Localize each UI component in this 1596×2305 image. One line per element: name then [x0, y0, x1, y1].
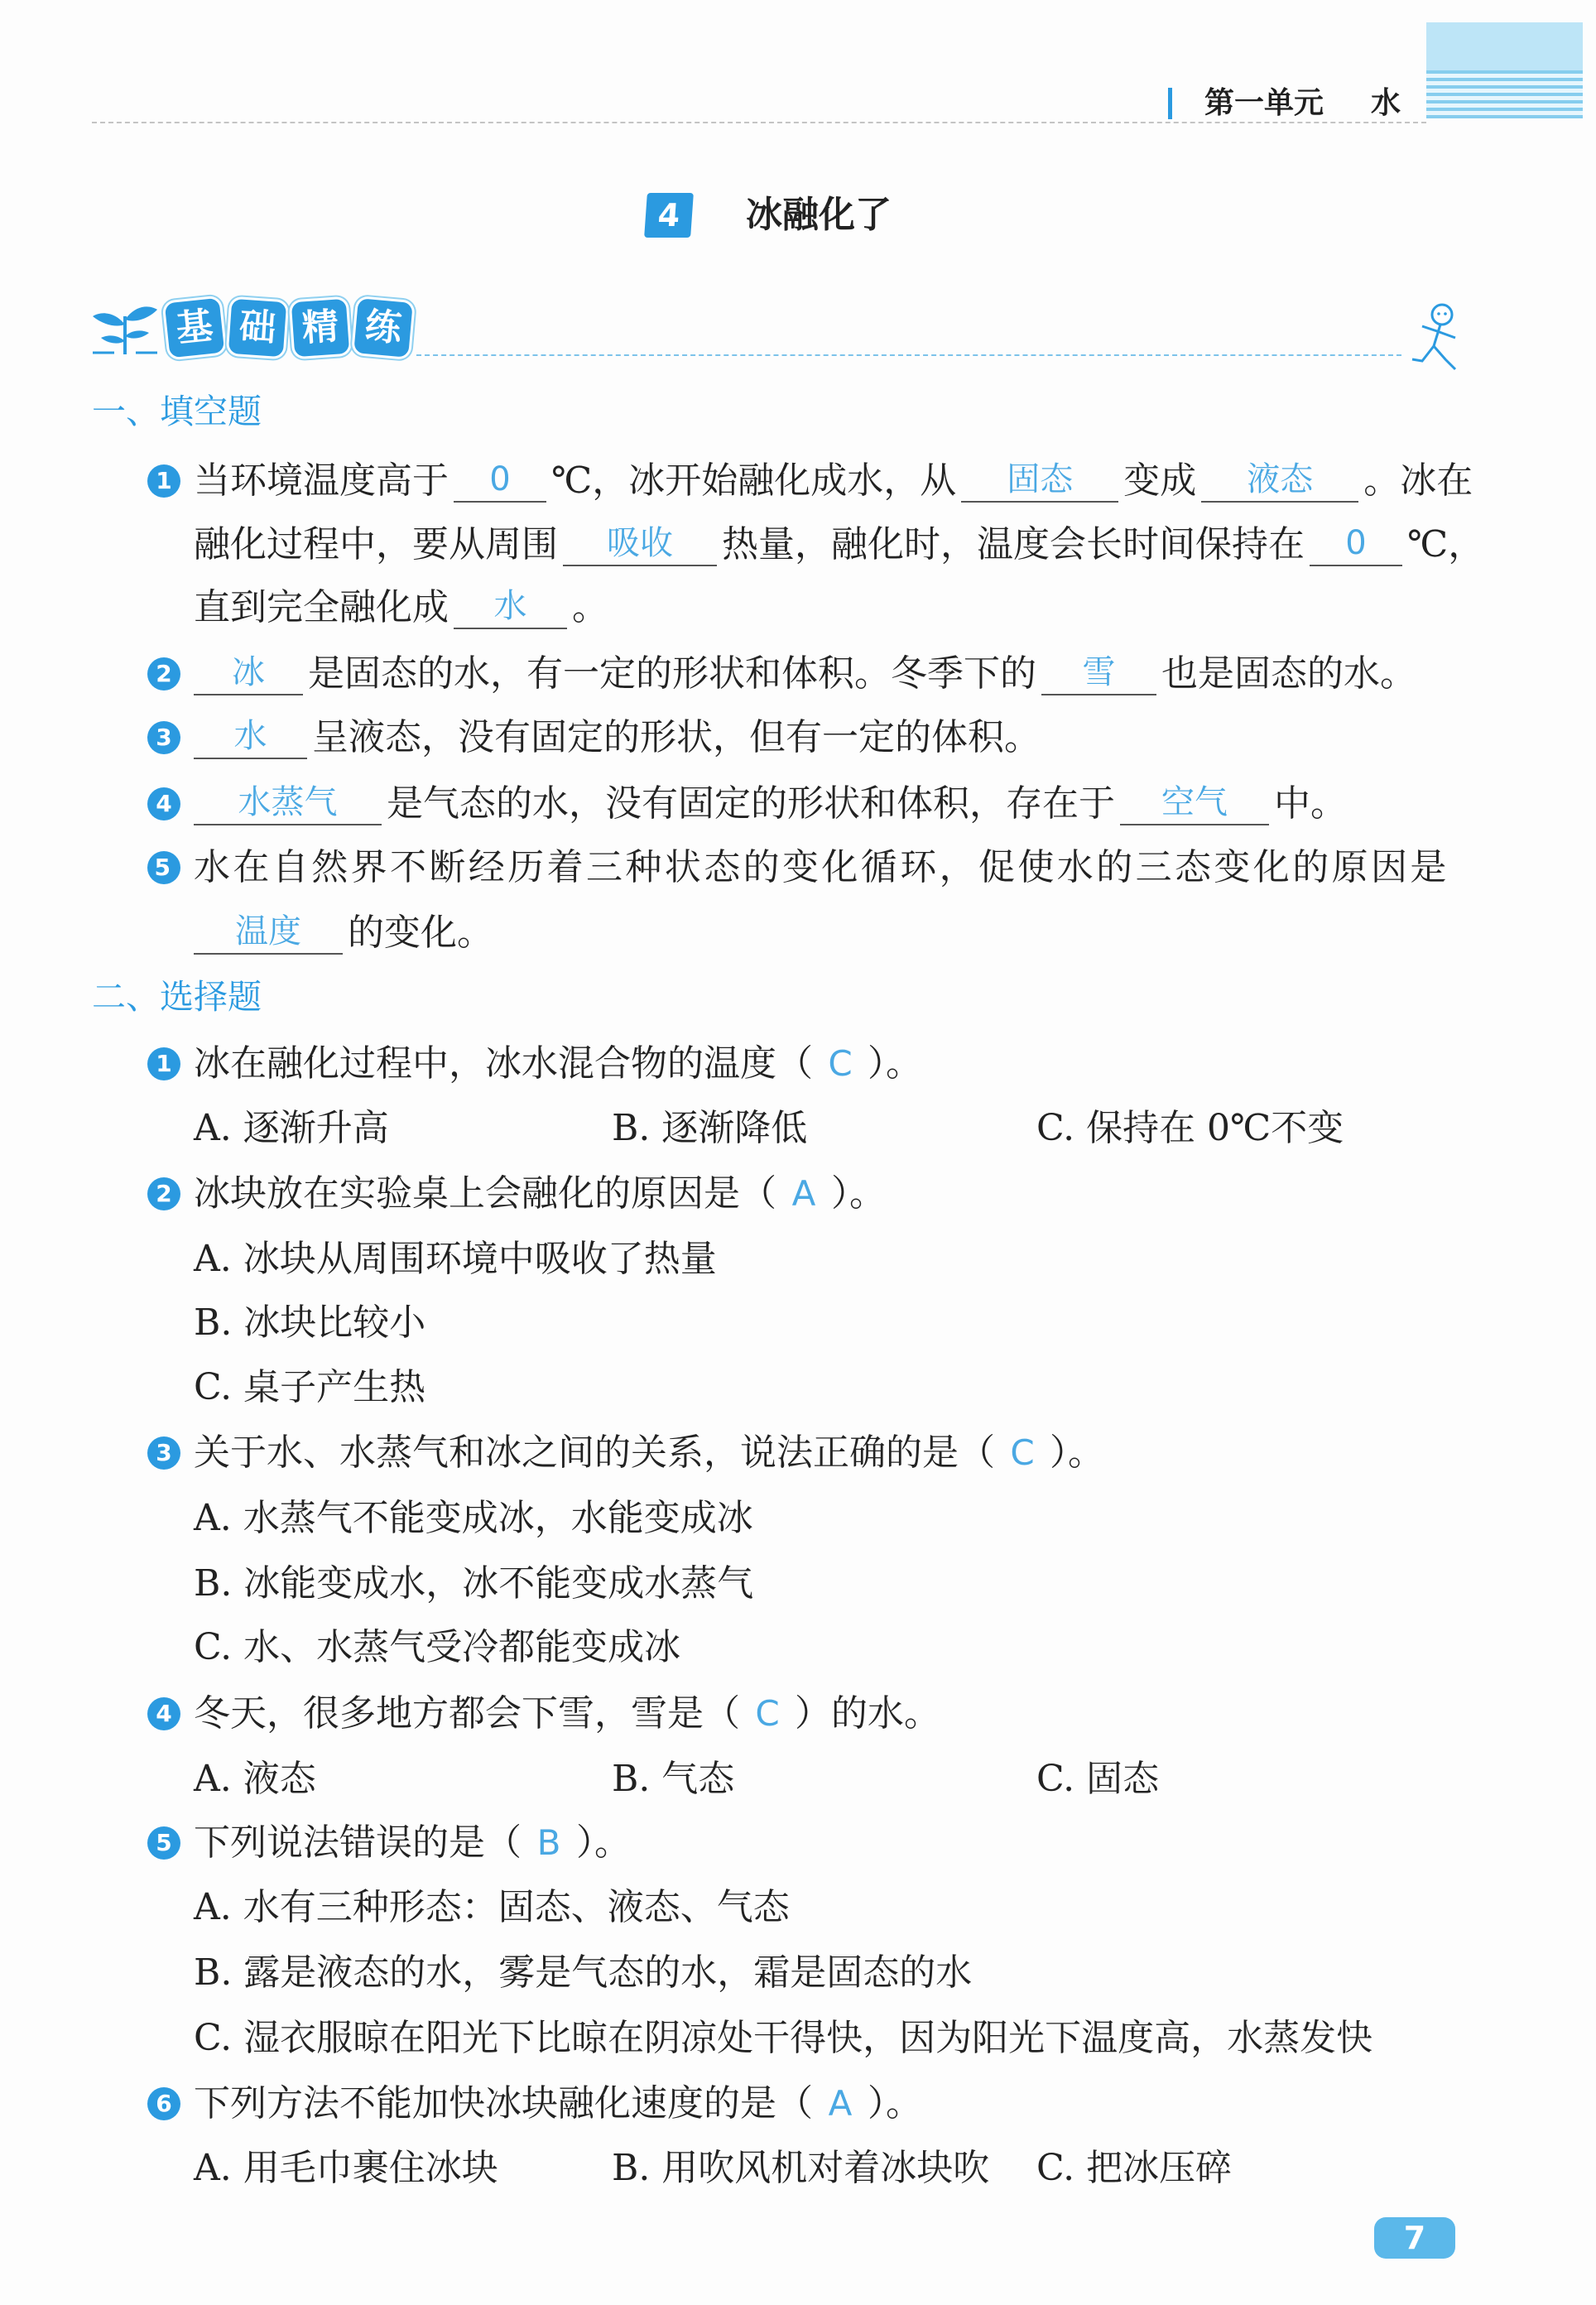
option-c	[194, 1623, 680, 1672]
question-text: 当环境温度高于	[194, 460, 449, 502]
running-kid-icon	[1404, 301, 1467, 373]
header-divider-bar	[1168, 88, 1172, 119]
option-b	[194, 1948, 972, 1998]
question-number-badge: 3	[147, 721, 180, 754]
question-text: ）的水。	[795, 1692, 940, 1735]
lesson-number-badge: 4	[644, 193, 694, 238]
question-text: ）。	[831, 1172, 886, 1215]
option-text: C. 湿衣服晾在阳光下比晾在阴凉处干得快，因为阳光下温度高，水蒸发快	[194, 2017, 1373, 2059]
fill-q3-line1	[156, 713, 1041, 763]
option-text: C. 水、水蒸气受冷都能变成冰	[194, 1626, 681, 1668]
question-number-badge: 1	[147, 464, 180, 498]
unit-subject: 水	[1371, 86, 1401, 120]
answer-blank: 0	[454, 458, 546, 503]
question-text: ℃，	[1407, 523, 1485, 565]
unit-label: 第一单元	[1204, 86, 1324, 120]
option-b: B. 气态	[612, 1758, 735, 1800]
option-text: B. 冰块比较小	[194, 1302, 426, 1344]
choice-q4-options	[0, 1754, 1596, 1804]
option-c: C. 保持在 0℃不变	[1036, 1107, 1344, 1149]
option-text: A. 水有三种形态：固态、液态、气态	[194, 1886, 790, 1928]
choice-answer: C	[755, 1693, 780, 1734]
option-c	[194, 1363, 425, 1412]
option-text: A. 冰块从周围环境中吸收了热量	[194, 1238, 717, 1280]
question-text: 冬天，很多地方都会下雪，雪是（	[194, 1692, 740, 1735]
question-text: 冰块放在实验桌上会融化的原因是（	[194, 1172, 776, 1215]
option-a: A. 液态	[194, 1758, 316, 1800]
answer-blank: 0	[1310, 522, 1402, 566]
answer-blank: 固态	[961, 458, 1118, 503]
question-text: 。	[572, 586, 608, 628]
choice-answer: C	[828, 1043, 853, 1084]
question-text: ）。	[868, 2082, 922, 2125]
question-text: ℃，冰开始融化成水，从	[551, 460, 957, 502]
question-number-badge: 3	[147, 1436, 180, 1470]
question-number-badge: 2	[147, 657, 180, 691]
banner-tile: 精	[291, 299, 349, 357]
question-text: 的变化。	[348, 912, 493, 954]
question-text: ）。	[576, 1821, 631, 1864]
question-text: 是气态的水，没有固定的形状和体积，存在于	[387, 782, 1115, 825]
banner-tile: 础	[228, 299, 286, 357]
fill-q1-line3	[194, 583, 608, 633]
option-text: A. 水蒸气不能变成冰，水能变成冰	[194, 1497, 753, 1539]
answer-blank: 温度	[194, 910, 343, 955]
header-stripe-top	[1426, 22, 1583, 70]
option-a	[194, 1494, 753, 1543]
option-b: B. 逐渐降低	[612, 1107, 808, 1149]
option-c	[194, 2014, 1372, 2063]
option-a: A. 用毛巾裹住冰块	[194, 2147, 498, 2189]
question-text: ）。	[868, 1042, 922, 1085]
question-text: 。冰在	[1363, 460, 1473, 502]
question-text: 直到完全融化成	[194, 586, 449, 628]
option-a: A. 逐渐升高	[194, 1107, 389, 1149]
fill-q4-line1	[156, 779, 1347, 829]
choice-answer: A	[828, 2083, 853, 2124]
question-number-badge: 4	[147, 1697, 180, 1730]
option-a	[194, 1234, 717, 1284]
option-text: B. 露是液态的水，雾是气态的水，霜是固态的水	[194, 1951, 973, 1994]
option-c: C. 固态	[1036, 1758, 1160, 1800]
answer-blank: 雪	[1041, 651, 1156, 695]
question-text: 下列方法不能加快冰块融化速度的是（	[194, 2082, 813, 2125]
fill-q1-line1	[156, 456, 1473, 506]
question-text: ）。	[1050, 1432, 1104, 1474]
question-number-badge: 5	[147, 851, 180, 884]
question-text: 是固态的水，有一定的形状和体积。冬季下的	[308, 652, 1036, 695]
option-c: C. 把冰压碎	[1036, 2147, 1233, 2189]
header-stripe-lines	[1426, 70, 1583, 118]
section-heading-choice: 二、选择题	[92, 977, 262, 1017]
answer-blank: 水	[454, 585, 567, 629]
question-number-badge: 5	[147, 1826, 180, 1860]
choice-q6-options	[0, 2144, 1596, 2193]
answer-blank: 空气	[1120, 781, 1269, 825]
choice-answer: C	[1010, 1432, 1035, 1473]
question-text: 也是固态的水。	[1161, 652, 1416, 695]
question-text: 呈液态，没有固定的形状，但有一定的体积。	[312, 716, 1041, 758]
question-number-badge: 2	[147, 1177, 180, 1210]
question-text: 融化过程中，要从周围	[194, 523, 558, 565]
choice-answer: B	[536, 1822, 561, 1863]
question-text: 热量，融化时，温度会长时间保持在	[722, 523, 1305, 565]
fill-q1-line2	[194, 520, 1484, 570]
option-text: B. 冰能变成水，冰不能变成水蒸气	[194, 1562, 754, 1605]
fill-q2-line1	[156, 649, 1416, 699]
question-text: 冰在融化过程中，冰水混合物的温度（	[194, 1042, 813, 1085]
lesson-title: 冰融化了	[746, 194, 892, 236]
header-dashed-rule	[92, 122, 1426, 123]
choice-q6-stem	[156, 2079, 922, 2129]
choice-q1-options	[0, 1104, 1596, 1153]
choice-q2-stem	[156, 1169, 886, 1219]
answer-blank: 吸收	[563, 522, 717, 566]
fill-q5-line1	[154, 843, 1449, 893]
option-b	[194, 1559, 753, 1609]
page-number: 7	[1374, 2217, 1455, 2259]
question-text: 中。	[1274, 782, 1347, 825]
option-a	[194, 1883, 790, 1932]
answer-blank: 水	[194, 715, 307, 759]
question-number-badge: 4	[147, 787, 180, 820]
answer-blank: 冰	[194, 651, 303, 695]
choice-q3-stem	[156, 1428, 1104, 1478]
banner-tile: 基	[165, 298, 225, 359]
option-b	[194, 1298, 425, 1348]
question-text: 下列说法错误的是（	[194, 1821, 522, 1864]
question-text: 变成	[1123, 460, 1197, 502]
answer-blank: 水蒸气	[194, 781, 382, 825]
choice-q4-stem	[156, 1689, 940, 1739]
question-text: 关于水、水蒸气和冰之间的关系，说法正确的是（	[194, 1432, 995, 1474]
option-text: C. 桌子产生热	[194, 1366, 426, 1408]
section-heading-fill-blank: 一、填空题	[92, 392, 262, 431]
option-b: B. 用吹风机对着冰块吹	[612, 2147, 990, 2189]
banner-tile: 练	[353, 298, 413, 358]
question-number-badge: 1	[147, 1047, 180, 1080]
banner-dashed-rule	[416, 354, 1401, 356]
sprout-icon	[89, 296, 161, 356]
fill-q5-line2	[194, 908, 493, 958]
choice-q1-stem	[156, 1039, 922, 1089]
choice-q5-stem	[156, 1818, 631, 1868]
choice-answer: A	[791, 1173, 816, 1214]
answer-blank: 液态	[1201, 458, 1358, 503]
question-number-badge: 6	[147, 2087, 180, 2120]
header-stripe-decoration	[1426, 22, 1583, 118]
question-text: 水在自然界不断经历着三种状态的变化循环，促使水的三态变化的原因是	[194, 846, 1449, 888]
